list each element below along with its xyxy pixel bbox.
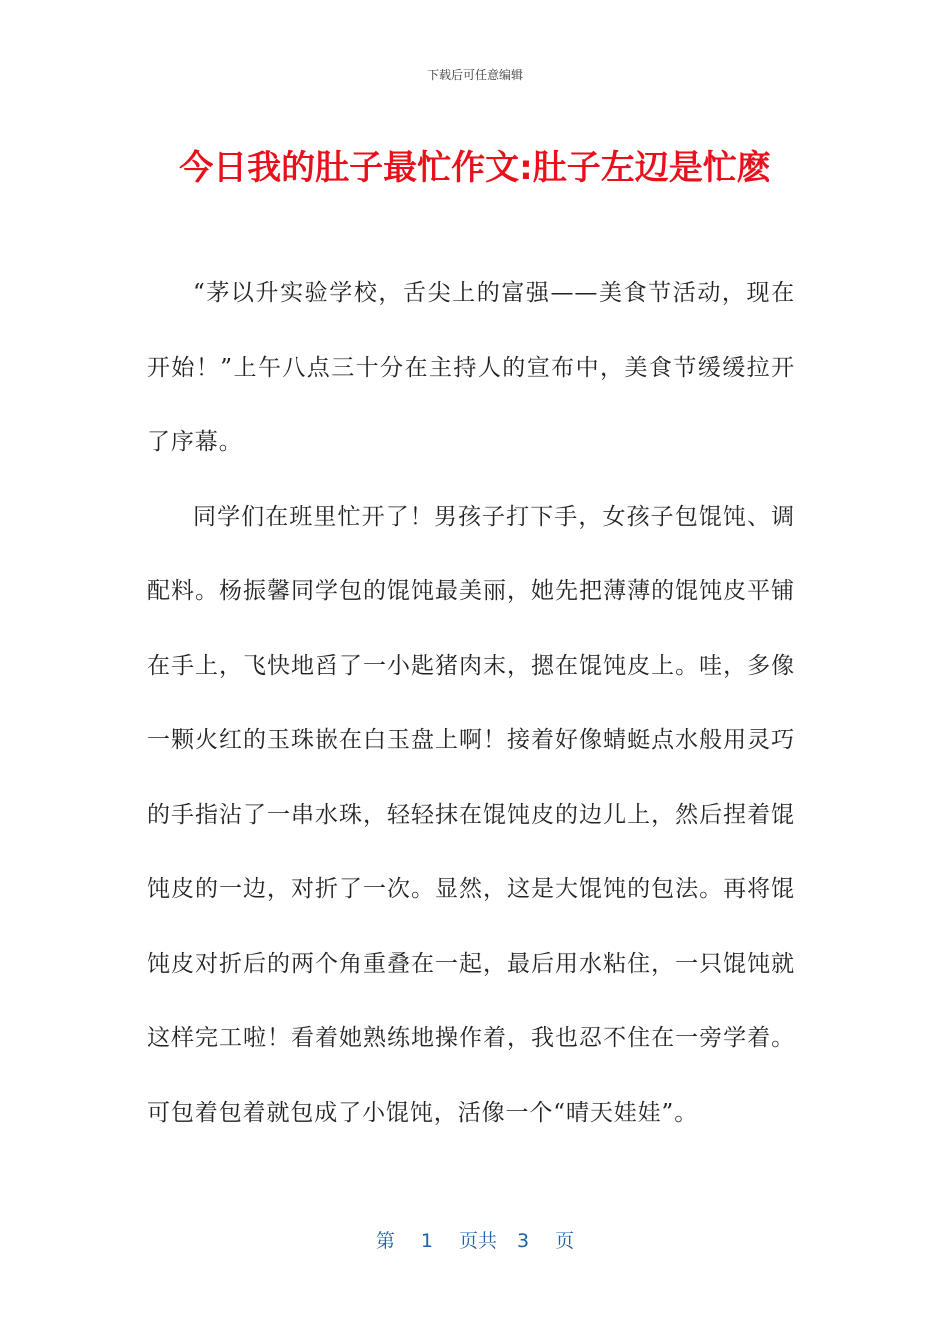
document-title: 今日我的肚子最忙作文:肚子左辺是忙麽 xyxy=(179,148,771,188)
footer-prefix: 第 xyxy=(375,1230,395,1252)
page-footer xyxy=(0,1226,950,1253)
header-note: 下载后可任意编辑 xyxy=(426,68,523,82)
paragraph: “茅以升实验学校，舌尖上的富强——美食节活动，现在开始！”上午八点三十分在主持人的宣布中，美食节缓缓拉开了序幕。 xyxy=(147,280,795,455)
footer-suffix: 页 xyxy=(555,1230,575,1252)
document-body xyxy=(147,256,795,1150)
footer-mid: 页共 xyxy=(458,1230,497,1252)
paragraph: 同学们在班里忙开了！男孩子打下手，女孩子包馄饨、调配料。杨振馨同学包的馄饨最美丽，她先把薄薄的馄饨皮平铺在手上，飞快地舀了一小匙猪肉末，摁在馄饨皮上。哇，多像一颗火红的玉珠嵌在白玉盘上啊！接着好像蜻蜓点水般用灵巧的手指沾了一串水珠，轻轻抹在馄饨皮的边儿上，然后捏着馄饨皮的一边，对折了一次。显然，这是大馄饨的包法。再将馄饨皮对折后的两个角重叠在一起，最后用水粘住，一只馄饨就这样完工啦！看着她熟练地操作着，我也忍不住在一旁学着。可包着包着就包成了小馄饨，活像一个“晴天娃娃”。 xyxy=(147,503,795,1126)
page-number: 1 xyxy=(420,1230,433,1252)
page-total: 3 xyxy=(517,1230,530,1252)
